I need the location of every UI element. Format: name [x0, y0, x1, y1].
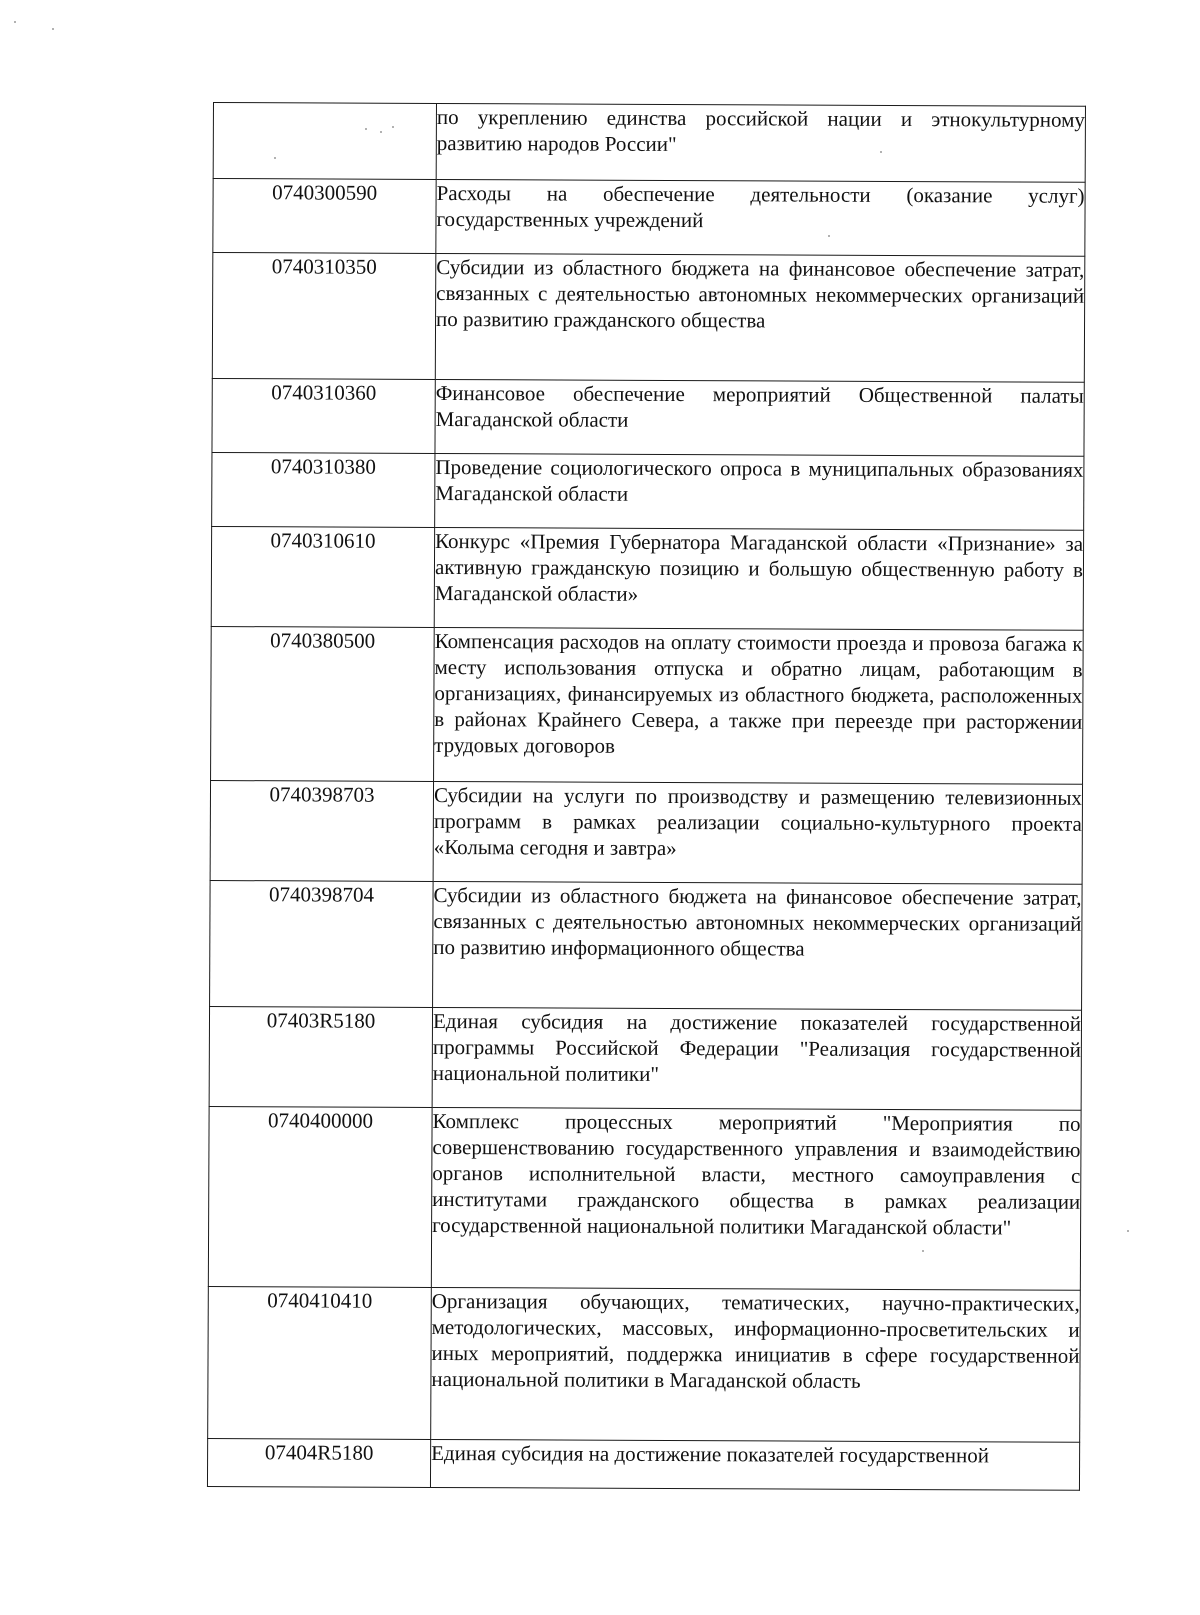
description-cell: Субсидии из областного бюджета на финансовое обеспечение затрат, связанных с деятельностью автономных некоммерческих организаций по развитию гражданского общества — [435, 253, 1085, 382]
description-cell: Финансовое обеспечение мероприятий Общественной палаты Магаданской области — [435, 379, 1084, 456]
scan-speck — [274, 157, 276, 159]
description-cell: Комплекс процессных мероприятий "Мероприятия по совершенствованию государственного управления и взаимодействию органов исполнительной власти, местного самоуправления с институтами гражданского общества в рамках реализации государственной национальной политики Магаданской области" — [431, 1107, 1081, 1290]
table-row — [210, 880, 1083, 1010]
description-cell: Субсидии на услуги по производству и размещению телевизионных программ в рамках реализации социально-культурного проекта «Колыма сегодня и завтра» — [433, 781, 1082, 884]
code-cell: 0740380500 — [211, 626, 435, 781]
table-row — [213, 179, 1085, 257]
description-cell: по укреплению единства российской нации и этнокультурному развитию народов России" — [436, 103, 1085, 182]
description-cell: Компенсация расходов на оплату стоимости проезда и провоза багажа к месту использования отпуска и обратно лицам, работающим в организациях, финансируемых из областного бюджета, расположенных в районах Крайнего Севера, а также при переезде при расторжении трудовых договоров — [434, 627, 1084, 784]
code-cell: 0740398704 — [210, 880, 434, 1007]
scan-speck — [52, 28, 54, 30]
code-cell: 0740300590 — [213, 179, 436, 254]
code-cell: 07404R5180 — [207, 1438, 430, 1487]
budget-codes-table — [207, 102, 1086, 1491]
description-cell: Организация обучающих, тематических, научно-практических, методологических, массовых, информационно-просветительских и иных мероприятий, поддержка инициатив в сфере государственной национальной политики в Магаданской область — [431, 1287, 1081, 1442]
table-row — [209, 1006, 1081, 1110]
code-cell: 0740310380 — [212, 452, 435, 527]
scan-speck — [14, 21, 16, 23]
scan-speck — [922, 1250, 924, 1252]
table-row — [212, 378, 1084, 456]
code-cell: 0740310610 — [211, 526, 434, 627]
description-cell: Единая субсидия на достижение показателей государственной — [430, 1439, 1079, 1490]
scan-speck — [828, 235, 830, 237]
code-cell: 0740310360 — [212, 378, 435, 453]
scan-speck — [1127, 1230, 1129, 1232]
table-row — [213, 103, 1085, 183]
scan-speck — [365, 128, 367, 130]
code-cell: 0740398703 — [210, 780, 433, 881]
table-row — [212, 452, 1084, 530]
table-row — [211, 626, 1084, 784]
code-cell: 0740400000 — [208, 1106, 432, 1287]
table-row — [208, 1286, 1081, 1442]
code-cell: 0740410410 — [208, 1286, 432, 1439]
table-row — [211, 526, 1083, 630]
description-cell: Субсидии из областного бюджета на финансовое обеспечение затрат, связанных с деятельностью автономных некоммерческих организаций по развитию информационного общества — [433, 881, 1083, 1010]
table-row — [207, 1438, 1079, 1490]
code-cell: 07403R5180 — [209, 1006, 432, 1107]
description-cell: Расходы на обеспечение деятельности (оказание услуг) государственных учреждений — [436, 179, 1085, 256]
scan-speck — [392, 126, 394, 128]
table-row — [210, 780, 1082, 884]
description-cell: Конкурс «Премия Губернатора Магаданской области «Признание» за активную гражданскую позицию и большую общественную работу в Магаданской области» — [434, 527, 1083, 630]
description-cell: Единая субсидия на достижение показателей государственной программы Российской Федерации "Реализация государственной национальной политики" — [432, 1007, 1081, 1110]
scan-speck — [880, 151, 882, 153]
code-cell — [213, 103, 436, 180]
description-cell: Проведение социологического опроса в муниципальных образованиях Магаданской области — [435, 453, 1084, 530]
table-row — [212, 253, 1085, 383]
scan-speck — [380, 131, 382, 133]
table-row — [208, 1106, 1081, 1290]
code-cell: 0740310350 — [212, 253, 436, 380]
